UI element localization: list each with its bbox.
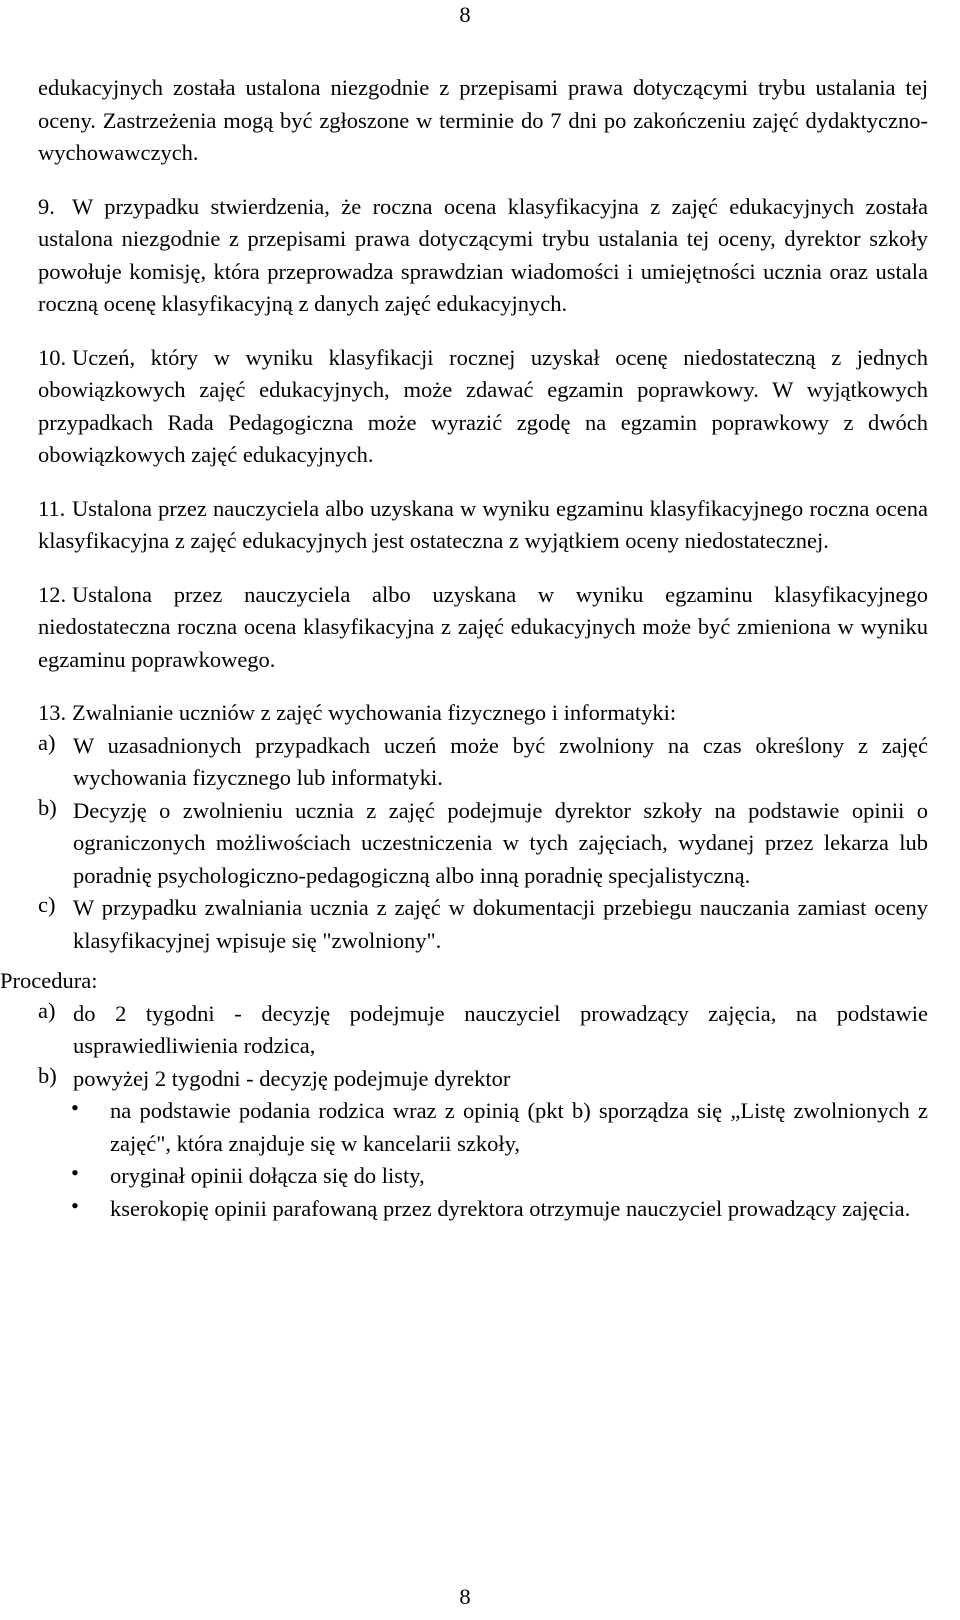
bullet-text: kserokopię opinii parafowaną przez dyrektora otrzymuje nauczyciel prowadzący zajęcia. (110, 1195, 911, 1221)
item-text: Uczeń, który w wyniku klasyfikacji rocznej uzyskał ocenę niedostateczną z jednych obowiązkowych zajęć edukacyjnych, może zdawać egzamin poprawkowy. W wyjątkowych przypadkach Rada Pedagogiczna może wyrazić zgodę na egzamin poprawkowy z dwóch obowiązkowych zajęć edukacyjnych. (38, 344, 928, 467)
procedure-item-a (38, 998, 928, 1063)
sub-item-label: b) (38, 794, 57, 820)
page-number-bottom: 8 (459, 1584, 471, 1609)
sub-item-text: W uzasadnionych przypadkach uczeń może być zwolniony na czas określony z zajęć wychowania fizycznego lub informatyki. (73, 732, 928, 790)
sub-item-a (38, 730, 928, 795)
sub-item-label: c) (38, 892, 56, 917)
sub-item-b (38, 795, 928, 893)
bullet-icon: • (71, 1095, 79, 1120)
continued-paragraph: edukacyjnych została ustalona niezgodnie z przepisami prawa dotyczącymi trybu ustalania tej oceny. Zastrzeżenia mogą być zgłoszone w terminie do 7 dni po zakończeniu zajęć dydaktyczno-wychowawczych. (38, 75, 928, 165)
numbered-item-text (38, 342, 928, 472)
numbered-item-10 (38, 342, 928, 472)
numbered-item-11 (38, 493, 928, 558)
procedure-item-text: powyżej 2 tygodni - decyzję podejmuje dyrektor (73, 1065, 511, 1091)
item-number: 12. (38, 581, 67, 607)
numbered-item-text (38, 579, 928, 677)
sub-item-c (38, 892, 928, 957)
bullet-icon: • (71, 1160, 79, 1185)
sub-item-text: W przypadku zwalniania ucznia z zajęć w dokumentacji przebiegu nauczania zamiast oceny klasyfikacyjnej wpisuje się "zwolniony". (73, 895, 928, 953)
item-text: Zwalnianie uczniów z zajęć wychowania fizycznego i informatyki: (72, 700, 677, 725)
numbered-item-13 (38, 697, 928, 957)
item-text: Ustalona przez nauczyciela albo uzyskana w wyniku egzaminu klasyfikacyjnego roczna ocena klasyfikacyjna z zajęć edukacyjnych jest ostateczna z wyjątkiem oceny niedostatecznej. (38, 495, 928, 553)
item-number: 13. (38, 700, 67, 725)
item-number: 11. (38, 495, 66, 521)
procedure-item-label: a) (38, 997, 56, 1023)
document-body (0, 72, 928, 1225)
numbered-item-text (38, 493, 928, 558)
page-number-top: 8 (459, 2, 471, 27)
bullet-icon: • (71, 1192, 79, 1218)
list-item (38, 1095, 928, 1160)
list-item (38, 1193, 928, 1226)
item-text: W przypadku stwierdzenia, że roczna ocena klasyfikacyjna z zajęć edukacyjnych została ustalona niezgodnie z przepisami prawa dotyczącymi trybu ustalania tej oceny, dyrektor szkoły powołuje komisję, która przeprowadza sprawdzian wiadomości i umiejętności ucznia oraz ustala roczną ocenę klasyfikacyjną z danych zajęć edukacyjnych. (38, 193, 928, 316)
procedure-heading: Procedura: (0, 968, 98, 993)
procedure-item-label: b) (38, 1062, 57, 1088)
sub-item-label: a) (38, 729, 56, 755)
procedure-bullet-list (38, 1095, 928, 1225)
bullet-text: oryginał opinii dołącza się do listy, (110, 1163, 425, 1188)
item-text: Ustalona przez nauczyciela albo uzyskana w wyniku egzaminu klasyfikacyjnego niedostateczna roczna ocena klasyfikacyjna z zajęć edukacyjnych może być zmieniona w wyniku egzaminu poprawkowego. (38, 581, 928, 672)
numbered-item-text (38, 697, 928, 730)
numbered-item-12 (38, 579, 928, 677)
procedure-item-text: do 2 tygodni - decyzję podejmuje nauczyciel prowadzący zajęcia, na podstawie usprawiedliwienia rodzica, (73, 1000, 928, 1058)
list-item (38, 1160, 928, 1193)
item-number: 9. (38, 193, 55, 219)
sub-item-text: Decyzję o zwolnieniu ucznia z zajęć podejmuje dyrektor szkoły na podstawie opinii o ograniczonych możliwościach uczestniczenia w tych zajęciach, wydanej przez lekarza lub poradnię psychologiczno-pedagogiczną albo inną poradnię specjalistyczną. (73, 797, 928, 888)
numbered-item-text (38, 191, 928, 321)
procedure-item-b (38, 1063, 928, 1096)
item-number: 10. (38, 344, 67, 370)
numbered-item-9 (38, 191, 928, 321)
bullet-text: na podstawie podania rodzica wraz z opinią (pkt b) sporządza się „Listę zwolnionych z zajęć", która znajduje się w kancelarii szkoły, (110, 1098, 928, 1156)
